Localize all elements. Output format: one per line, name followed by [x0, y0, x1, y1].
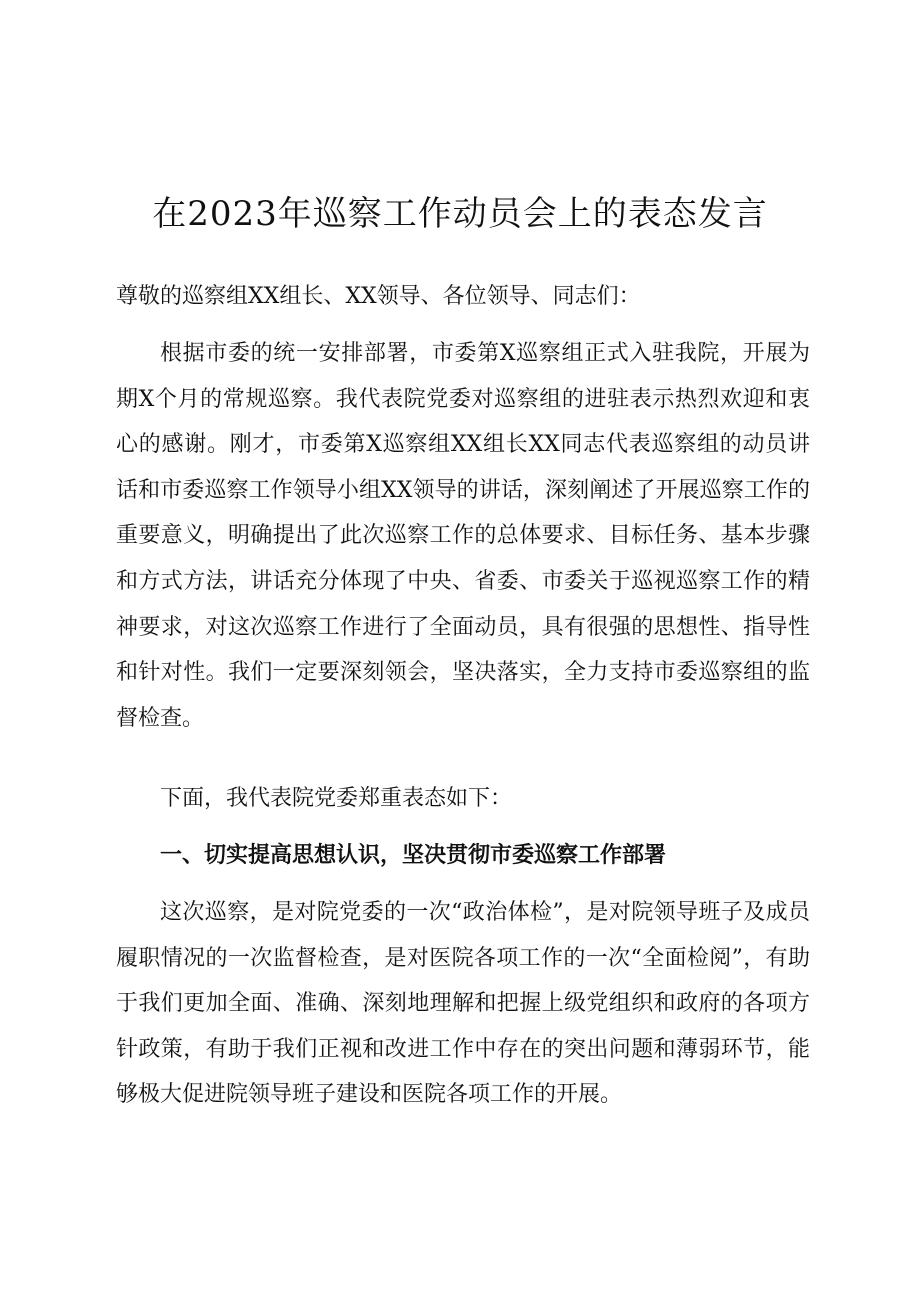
document-title: 在2023年巡察工作动员会上的表态发言 [152, 194, 768, 234]
paragraph-statement: 下面，我代表院党委郑重表态如下： [160, 786, 513, 811]
section-paragraph: 这次巡察，是对院党委的一次“政治体检”，是对院领导班子及成员履职情况的一次监督检查，是对医院各项工作的一次“全面检阅”，有助于我们更加全面、准确、深刻地理解和把握上级党组织和政府的各项方针政策，有助于我们正视和改进工作中存在的突出问题和薄弱环节，能够极大促进院领导班子建设和医院各项工作的开展。 [116, 900, 810, 1108]
paragraph-intro: 根据市委的统一安排部署，市委第X巡察组正式入驻我院，开展为期X个月的常规巡察。我代表院党委对巡察组的进驻表示热烈欢迎和衷心的感谢。刚才，市委第X巡察组XX组长XX同志代表巡察组的动员讲话和市委巡察工作领导小组XX领导的讲话，深刻阐述了开展巡察工作的重要意义，明确提出了此次巡察工作的总体要求、目标任务、基本步骤和方式方法，讲话充分体现了中央、省委、市委关于巡视巡察工作的精神要求，对这次巡察工作进行了全面动员，具有很强的思想性、指导性和针对性。我们一定要深刻领会，坚决落实，全力支持市委巡察组的监督检查。 [116, 341, 810, 731]
section-heading: 一、切实提高思想认识，坚决贯彻市委巡察工作部署 [160, 843, 667, 868]
salutation: 尊敬的巡察组XX组长、XX领导、各位领导、同志们： [116, 284, 641, 309]
